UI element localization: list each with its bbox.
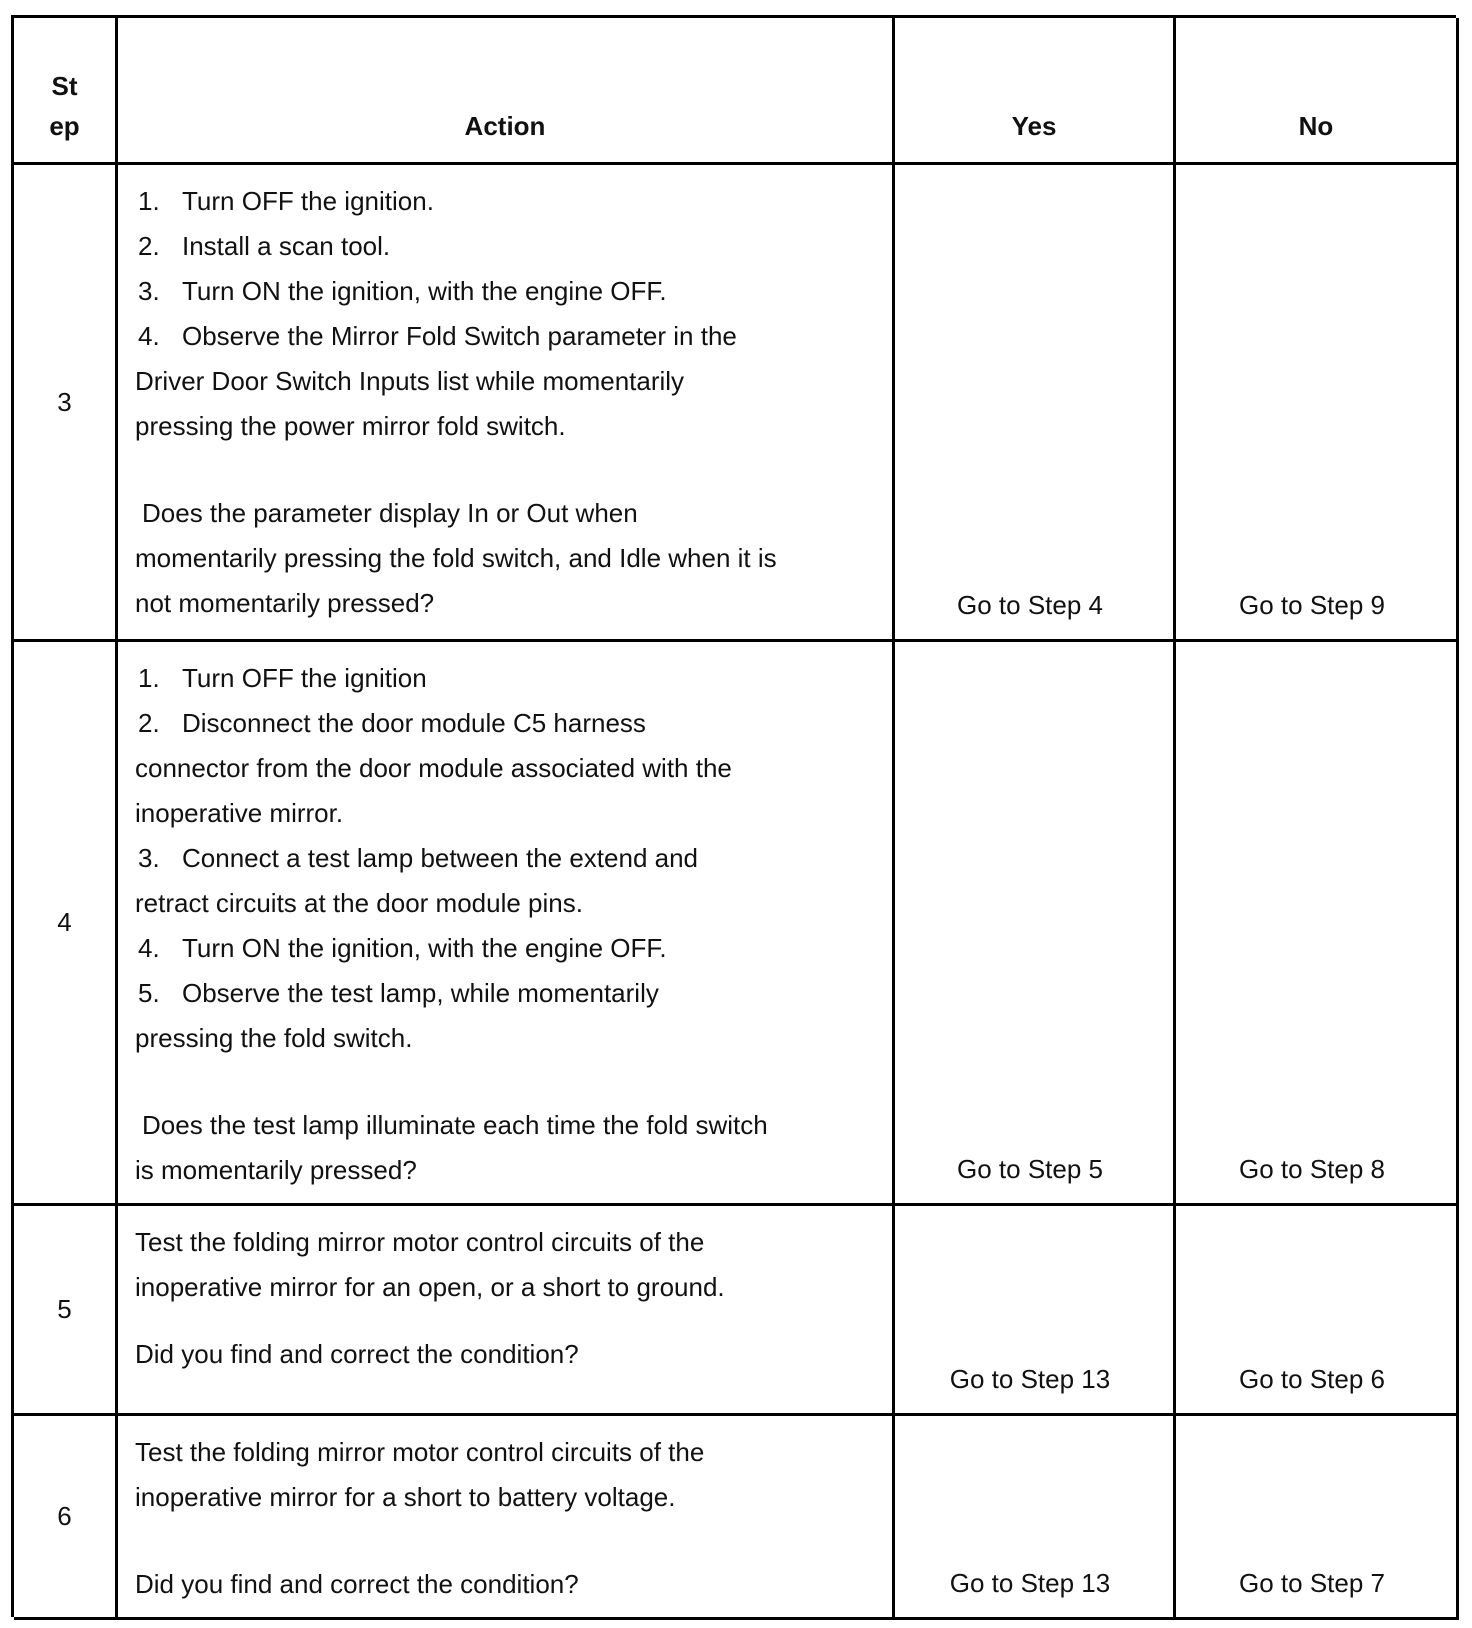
- action-line: pressing the fold switch.: [135, 1023, 413, 1053]
- action-line: 2. Install a scan tool.: [138, 231, 391, 261]
- action-cell: [118, 1206, 895, 1416]
- action-line: Driver Door Switch Inputs list while momentarily: [135, 366, 685, 396]
- yes-result: Go to Step 5: [895, 642, 1176, 1206]
- question-line: momentarily pressing the fold switch, and Idle when it is: [135, 543, 777, 573]
- action-line: pressing the power mirror fold switch.: [135, 411, 566, 441]
- no-result: Go to Step 7: [1176, 1416, 1459, 1620]
- action-line: 1. Turn OFF the ignition: [138, 663, 427, 693]
- action-line: Test the folding mirror motor control circuits of the: [135, 1437, 705, 1467]
- action-line: connector from the door module associated with the: [135, 753, 732, 783]
- header-step-line2: ep: [49, 111, 80, 141]
- header-yes: Yes: [895, 18, 1176, 165]
- question-line: is momentarily pressed?: [135, 1155, 417, 1185]
- action-line: inoperative mirror for a short to battery voltage.: [135, 1482, 676, 1512]
- header-action: Action: [118, 18, 895, 165]
- action-line: inoperative mirror for an open, or a short to ground.: [135, 1272, 725, 1302]
- action-cell: [118, 165, 895, 642]
- yes-result: Go to Step 13: [895, 1416, 1176, 1620]
- action-line: 2. Disconnect the door module C5 harness: [138, 708, 646, 738]
- yes-result: Go to Step 4: [895, 165, 1176, 642]
- action-line: 1. Turn OFF the ignition.: [138, 186, 434, 216]
- action-line: 4. Turn ON the ignition, with the engine OFF.: [138, 933, 667, 963]
- step-number: 5: [14, 1206, 118, 1416]
- action-line: inoperative mirror.: [135, 798, 344, 828]
- question-line: Did you find and correct the condition?: [135, 1569, 579, 1599]
- action-cell: [118, 1416, 895, 1620]
- question-line: Does the test lamp illuminate each time the fold switch: [142, 1110, 768, 1140]
- action-line: retract circuits at the door module pins.: [135, 888, 583, 918]
- header-step: [14, 18, 118, 165]
- step-number: 6: [14, 1416, 118, 1620]
- action-line: 3. Turn ON the ignition, with the engine OFF.: [138, 276, 667, 306]
- diagnostic-table: [11, 15, 1456, 1617]
- action-line: 5. Observe the test lamp, while momentarily: [138, 978, 659, 1008]
- action-line: 4. Observe the Mirror Fold Switch parameter in the: [138, 321, 737, 351]
- no-result: Go to Step 8: [1176, 642, 1459, 1206]
- question-line: Did you find and correct the condition?: [135, 1339, 579, 1369]
- action-line: 3. Connect a test lamp between the extend and: [138, 843, 699, 873]
- step-number: 4: [14, 642, 118, 1206]
- action-line: Test the folding mirror motor control circuits of the: [135, 1227, 705, 1257]
- question-line: Does the parameter display In or Out when: [142, 498, 638, 528]
- step-number: 3: [14, 165, 118, 642]
- no-result: Go to Step 6: [1176, 1206, 1459, 1416]
- yes-result: Go to Step 13: [895, 1206, 1176, 1416]
- header-no: No: [1176, 18, 1459, 165]
- question-line: not momentarily pressed?: [135, 588, 435, 618]
- header-step-line1: St: [51, 71, 78, 101]
- no-result: Go to Step 9: [1176, 165, 1459, 642]
- action-cell: [118, 642, 895, 1206]
